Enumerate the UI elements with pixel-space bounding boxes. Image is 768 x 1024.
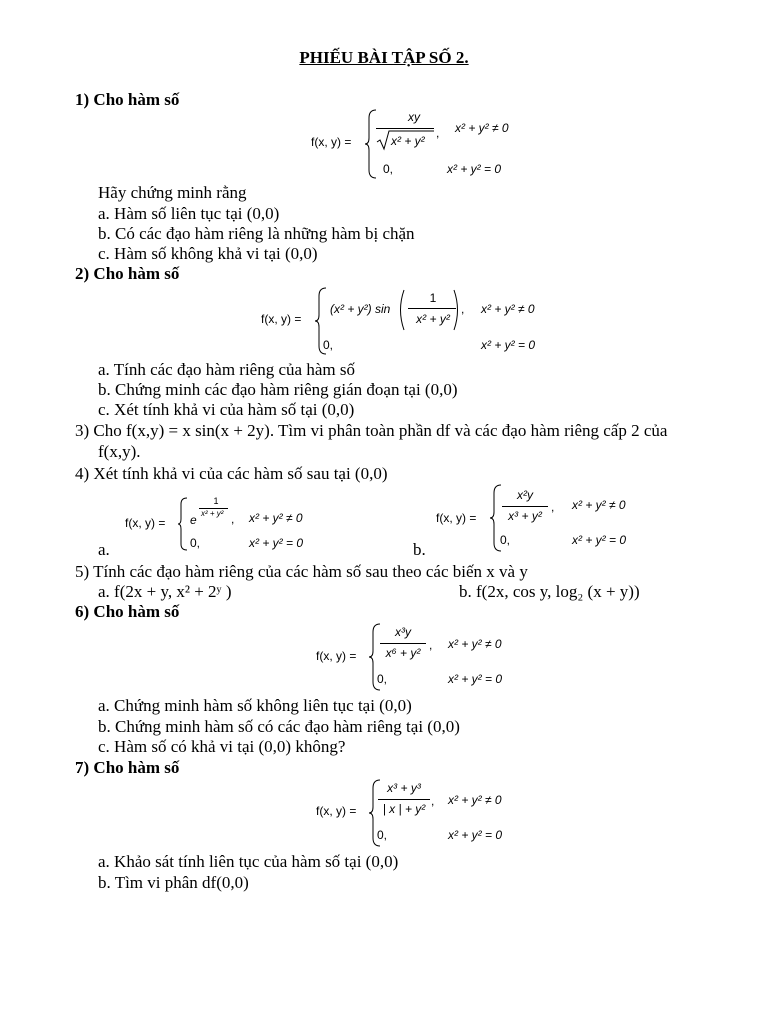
- formula-2-denominator: x² + y²: [416, 312, 450, 326]
- formula-2-zero: 0,: [323, 338, 334, 352]
- formula-1-lhs: f(x, y) =: [311, 135, 352, 149]
- formula-2-expression: (x² + y²) sin: [330, 302, 391, 316]
- problem-2-heading: 2) Cho hàm số: [75, 264, 180, 283]
- problem-6-item-b: b. Chứng minh hàm số có các đạo hàm riêng tại (0,0): [98, 717, 460, 736]
- formula-6-fraction-bar: [380, 643, 426, 644]
- formula-7-lhs: f(x, y) =: [316, 804, 357, 818]
- formula-6-cond-eq: x² + y² = 0: [448, 672, 503, 686]
- problem-6-heading: 6) Cho hàm số: [75, 602, 180, 621]
- problem-4-label-b: b.: [413, 540, 426, 559]
- formula-4a-lhs: f(x, y) =: [125, 516, 166, 530]
- formula-2-numerator: 1: [429, 291, 437, 305]
- formula-4b-zero: 0,: [500, 533, 511, 547]
- problem-7-heading: 7) Cho hàm số: [75, 758, 180, 777]
- formula-4a-exp-denominator: x² + y²: [201, 509, 224, 518]
- problem-3-line-2: f(x,y).: [98, 442, 141, 461]
- formula-4a-cond-eq: x² + y² = 0: [249, 536, 304, 550]
- formula-4b-cond-eq: x² + y² = 0: [572, 533, 627, 547]
- problem-1-intro: Hãy chứng minh rằng: [98, 183, 247, 202]
- formula-1-zero: 0,: [383, 162, 394, 176]
- formula-6-cond-ne: x² + y² ≠ 0: [448, 637, 502, 651]
- formula-4b-numerator: x²y: [517, 488, 533, 502]
- problem-1-item-a: a. Hàm số liên tục tại (0,0): [98, 204, 280, 223]
- formula-6-lhs: f(x, y) =: [316, 649, 357, 663]
- problem-7-item-a: a. Khảo sát tính liên tục của hàm số tại (0,0): [98, 852, 399, 871]
- problem-6-item-c: c. Hàm số có khả vi tại (0,0) không?: [98, 737, 346, 756]
- problem-7-item-b: b. Tìm vi phân df(0,0): [98, 873, 249, 892]
- problem-1-heading: 1) Cho hàm số: [75, 90, 180, 109]
- formula-4a-brace: [177, 496, 189, 552]
- problem-1-item-c: c. Hàm số không khả vi tại (0,0): [98, 244, 318, 263]
- formula-7-zero: 0,: [377, 828, 388, 842]
- problem-3-line-1: 3) Cho f(x,y) = x sin(x + 2y). Tìm vi phân toàn phần df và các đạo hàm riêng cấp 2 của: [75, 421, 668, 440]
- formula-6-denominator: x⁶ + y²: [385, 646, 421, 660]
- formula-2-fraction-bar: [408, 308, 456, 309]
- formula-4a-zero: 0,: [190, 536, 201, 550]
- problem-4-label-a: a.: [98, 540, 110, 559]
- problem-2-item-a: a. Tính các đạo hàm riêng của hàm số: [98, 360, 355, 379]
- problem-2-item-b: b. Chứng minh các đạo hàm riêng gián đoạn tại (0,0): [98, 380, 458, 399]
- formula-4b-lhs: f(x, y) =: [436, 511, 477, 525]
- formula-1-denominator: x² + y²: [391, 134, 425, 148]
- formula-4b-fraction-bar: [502, 506, 548, 507]
- formula-4a-cond-ne: x² + y² ≠ 0: [249, 511, 303, 525]
- formula-1-numerator: xy: [408, 110, 420, 124]
- formula-4a-exp-numerator: 1: [213, 496, 219, 506]
- formula-1-fraction-bar: [376, 128, 434, 129]
- formula-7-numerator: x³ + y³: [387, 781, 421, 795]
- formula-1-cond-ne: x² + y² ≠ 0: [455, 121, 509, 135]
- problem-5-item-a: a. f(2x + y, x² + 2ʸ ): [98, 582, 232, 601]
- problem-6-item-a: a. Chứng minh hàm số không liên tục tại (0,0): [98, 696, 412, 715]
- formula-6-zero: 0,: [377, 672, 388, 686]
- problem-4-heading: 4) Xét tính khả vi của các hàm số sau tại (0,0): [75, 464, 388, 483]
- formula-7-cond-ne: x² + y² ≠ 0: [448, 793, 502, 807]
- formula-4b-denominator: x³ + y²: [508, 509, 542, 523]
- problem-2-item-c: c. Xét tính khả vi của hàm số tại (0,0): [98, 400, 355, 419]
- formula-2-lhs: f(x, y) =: [261, 312, 302, 326]
- formula-4b-cond-ne: x² + y² ≠ 0: [572, 498, 626, 512]
- formula-2-cond-eq: x² + y² = 0: [481, 338, 536, 352]
- formula-7-cond-eq: x² + y² = 0: [448, 828, 503, 842]
- formula-7-denominator: | x | + y²: [382, 802, 426, 816]
- formula-6-numerator: x³y: [395, 625, 411, 639]
- problem-1-item-b: b. Có các đạo hàm riêng là những hàm bị chặn: [98, 224, 415, 243]
- formula-1-cond-eq: x² + y² = 0: [447, 162, 502, 176]
- formula-7-fraction-bar: [378, 799, 430, 800]
- problem-5-heading: 5) Tính các đạo hàm riêng của các hàm số sau theo các biến x và y: [75, 562, 528, 581]
- problem-5-item-b: b. f(2x, cos y, log₂ (x + y)): [459, 582, 640, 601]
- formula-4a-base: e: [190, 513, 197, 527]
- formula-2-cond-ne: x² + y² ≠ 0: [481, 302, 535, 316]
- page-title: PHIẾU BÀI TẬP SỐ 2.: [299, 48, 469, 67]
